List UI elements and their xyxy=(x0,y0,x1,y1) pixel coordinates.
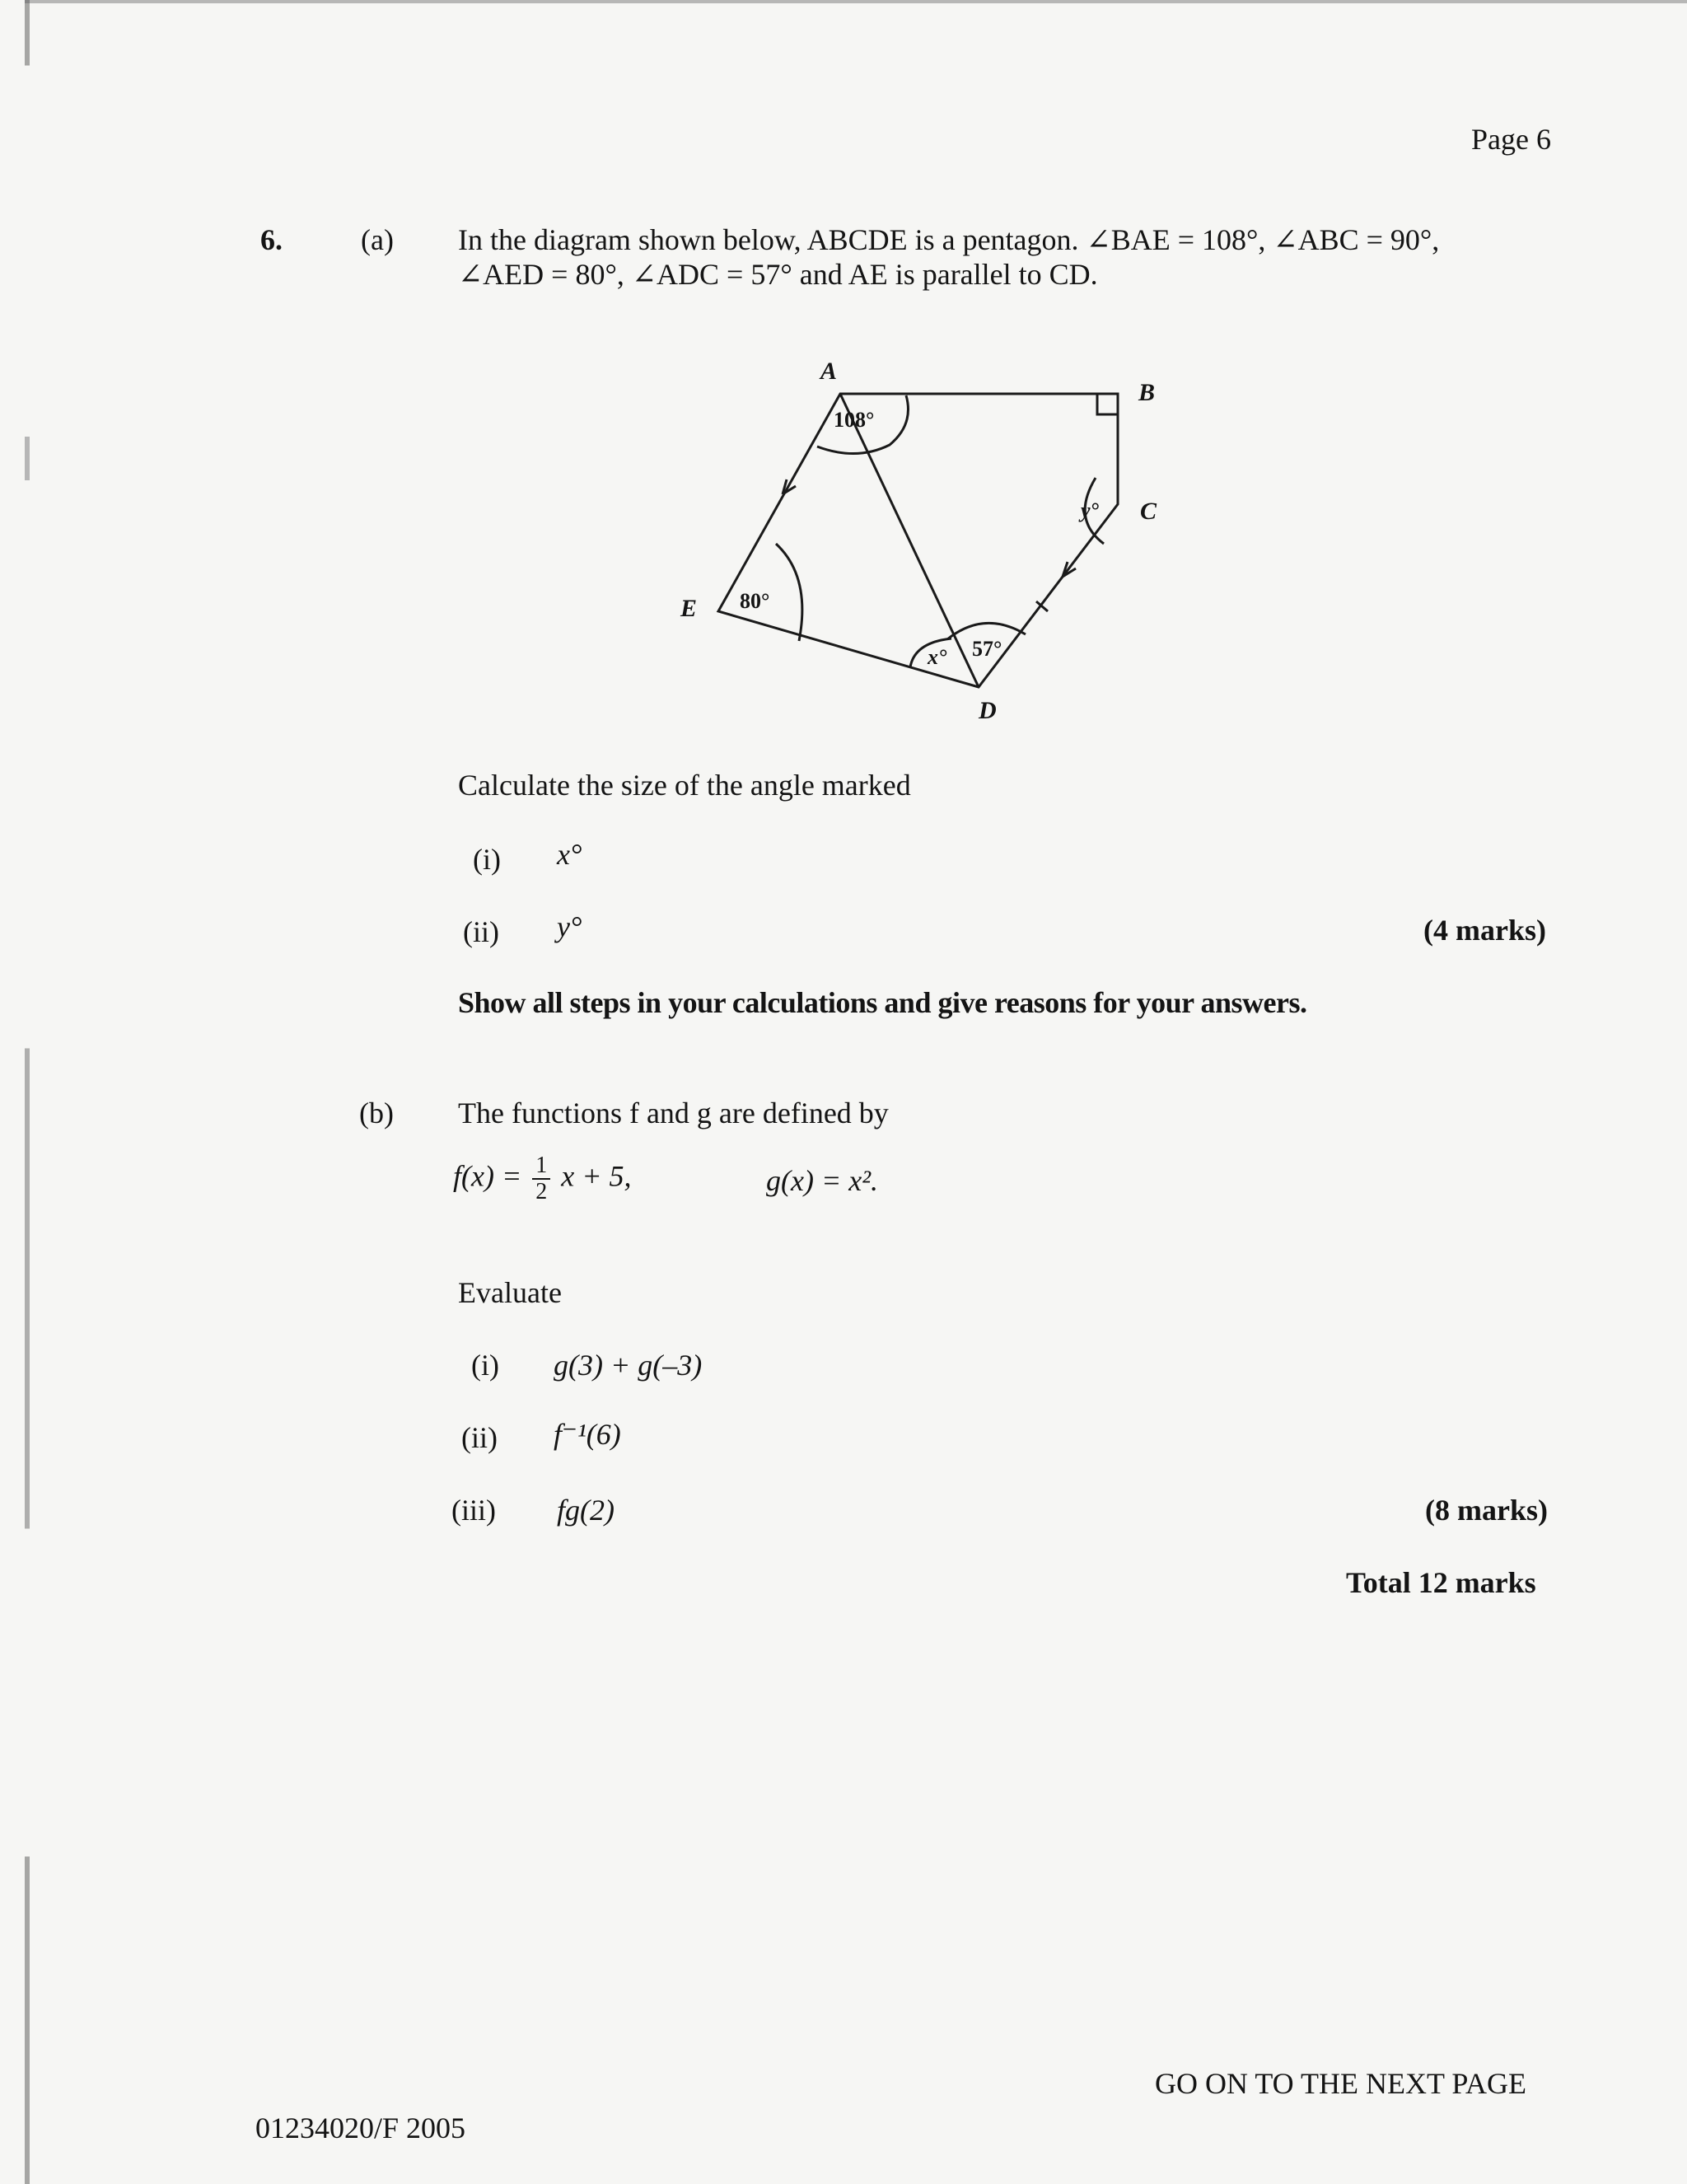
f-lhs: f(x) = xyxy=(453,1159,522,1193)
part-b-intro: The functions f and g are defined by xyxy=(458,1097,889,1129)
scan-edge-left xyxy=(25,0,30,2184)
f-definition xyxy=(453,1153,632,1204)
part-a-instruction: Show all steps in your calculations and give reasons for your answers. xyxy=(458,986,1307,1019)
vertex-label-d: D xyxy=(979,697,997,724)
f-rhs: x + 5, xyxy=(561,1159,632,1193)
scan-edge-top xyxy=(25,0,1687,3)
part-a-intro-line2: ∠AED = 80°, ∠ADC = 57° and AE is parallel to CD. xyxy=(458,258,1098,291)
part-b-item-2-number: (ii) xyxy=(461,1421,498,1454)
part-b-prompt: Evaluate xyxy=(458,1276,562,1309)
page-label: Page 6 xyxy=(1471,123,1551,156)
next-page-notice: GO ON TO THE NEXT PAGE xyxy=(1155,2067,1527,2100)
part-a-intro-line1: In the diagram shown below, ABCDE is a pentagon. ∠BAE = 108°, ∠ABC = 90°, xyxy=(458,223,1440,256)
pentagon-outline xyxy=(718,394,1118,687)
angle-label-y: y° xyxy=(1081,498,1099,522)
part-b-label: (b) xyxy=(359,1097,394,1129)
vertex-label-a: A xyxy=(820,358,838,385)
f-fraction-denominator: 2 xyxy=(535,1179,548,1204)
angle-label-108: 108° xyxy=(834,408,875,432)
right-angle-marker-b xyxy=(1097,394,1118,414)
part-a-prompt: Calculate the size of the angle marked xyxy=(458,769,911,802)
angle-label-x: x° xyxy=(928,645,947,669)
part-a-item-2-number: (ii) xyxy=(463,915,499,948)
angle-label-57: 57° xyxy=(972,637,1002,661)
vertex-label-b: B xyxy=(1138,379,1156,406)
f-fraction-numerator: 1 xyxy=(532,1153,550,1180)
part-b-marks: (8 marks) xyxy=(1425,1494,1548,1527)
part-b-item-1-number: (i) xyxy=(471,1349,499,1382)
g-definition: g(x) = x². xyxy=(766,1164,879,1197)
paper-code: 01234020/F 2005 xyxy=(255,2112,466,2144)
part-b-item-3-expr: fg(2) xyxy=(557,1494,615,1527)
part-a-marks: (4 marks) xyxy=(1423,914,1546,947)
arc-angle-aed xyxy=(776,544,802,641)
part-b-item-3-number: (iii) xyxy=(451,1494,496,1527)
question-number: 6. xyxy=(260,223,283,256)
part-b-item-2-expr: f⁻¹(6) xyxy=(554,1418,621,1451)
pentagon-diagram xyxy=(643,346,1170,733)
part-a-item-1-number: (i) xyxy=(473,843,501,876)
diagonal-ad xyxy=(840,394,979,687)
vertex-label-c: C xyxy=(1140,498,1157,525)
part-a-item-2-expr: y° xyxy=(557,910,582,943)
part-a-item-1-expr: x° xyxy=(557,838,582,871)
angle-label-80: 80° xyxy=(740,589,770,613)
part-b-item-1-expr: g(3) + g(–3) xyxy=(554,1349,703,1382)
f-fraction xyxy=(532,1153,550,1204)
total-marks: Total 12 marks xyxy=(1346,1566,1536,1599)
part-a-label: (a) xyxy=(361,223,394,256)
vertex-label-e: E xyxy=(680,595,698,622)
